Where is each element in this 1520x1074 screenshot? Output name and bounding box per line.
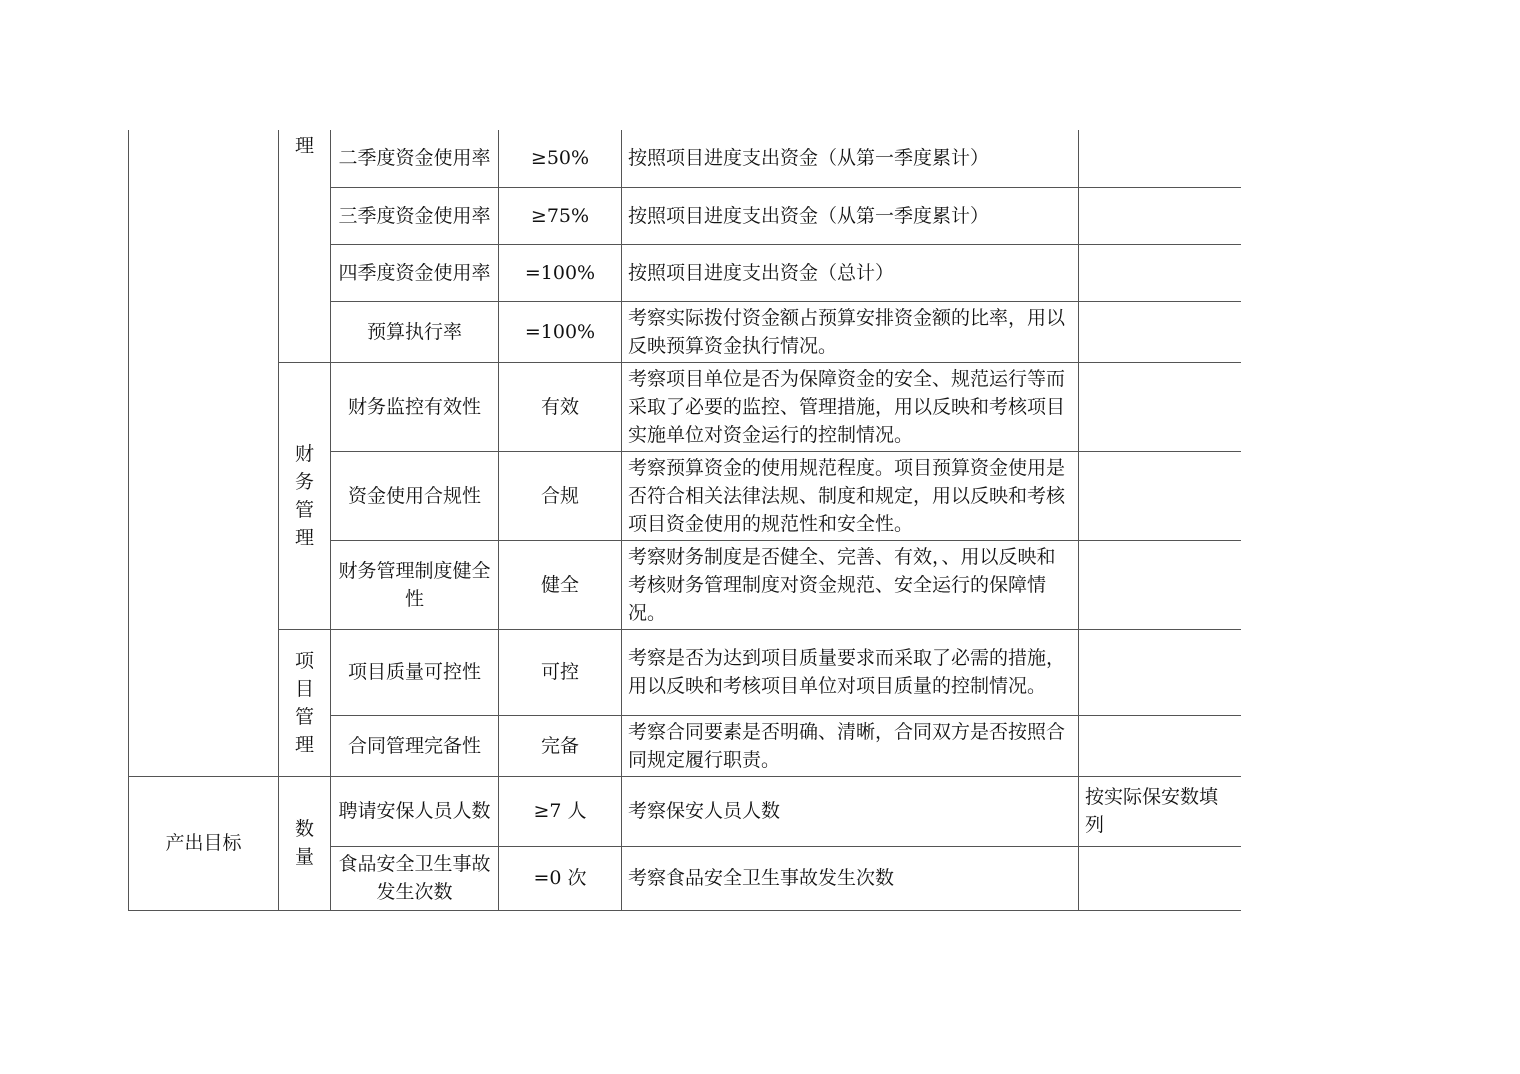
performance-indicator-table bbox=[128, 130, 1241, 911]
indicator-cell: 资金使用合规性 bbox=[331, 451, 499, 540]
indicator-cell: 聘请安保人员人数 bbox=[331, 776, 499, 846]
indicator-cell: 食品安全卫生事故发生次数 bbox=[331, 846, 499, 910]
note-cell bbox=[1079, 846, 1241, 910]
description-cell: 考察项目单位是否为保障资金的安全、规范运行等而采取了必要的监控、管理措施，用以反映和考核项目实施单位对资金运行的控制情况。 bbox=[622, 362, 1079, 451]
note-cell bbox=[1079, 451, 1241, 540]
target-value-cell: 合规 bbox=[499, 451, 622, 540]
description-cell: 考察实际拨付资金额占预算安排资金额的比率，用以反映预算资金执行情况。 bbox=[622, 301, 1079, 362]
indicator-cell: 合同管理完备性 bbox=[331, 715, 499, 776]
description-cell: 按照项目进度支出资金（从第一季度累计） bbox=[622, 187, 1079, 244]
table-row bbox=[129, 776, 1241, 846]
note-cell bbox=[1079, 362, 1241, 451]
description-cell: 考察合同要素是否明确、清晰，合同双方是否按照合同规定履行职责。 bbox=[622, 715, 1079, 776]
goal-cell-output: 产出目标 bbox=[129, 776, 279, 910]
note-cell bbox=[1079, 715, 1241, 776]
note-cell bbox=[1079, 540, 1241, 629]
table-row bbox=[129, 362, 1241, 451]
note-cell bbox=[1079, 130, 1241, 187]
indicator-cell: 财务管理制度健全性 bbox=[331, 540, 499, 629]
goal-cell-continued bbox=[129, 130, 279, 776]
description-cell: 考察保安人员人数 bbox=[622, 776, 1079, 846]
target-value-cell: =0 次 bbox=[499, 846, 622, 910]
target-value-cell: 完备 bbox=[499, 715, 622, 776]
indicator-cell: 四季度资金使用率 bbox=[331, 244, 499, 301]
indicator-cell: 预算执行率 bbox=[331, 301, 499, 362]
indicator-cell: 项目质量可控性 bbox=[331, 629, 499, 715]
table-row bbox=[129, 629, 1241, 715]
description-cell: 按照项目进度支出资金（从第一季度累计） bbox=[622, 130, 1079, 187]
description-cell: 考察是否为达到项目质量要求而采取了必需的措施，用以反映和考核项目单位对项目质量的控制情况。 bbox=[622, 629, 1079, 715]
target-value-cell: =100% bbox=[499, 244, 622, 301]
indicator-cell: 三季度资金使用率 bbox=[331, 187, 499, 244]
description-cell: 按照项目进度支出资金（总计） bbox=[622, 244, 1079, 301]
description-cell: 考察财务制度是否健全、完善、有效，、用以反映和考核财务管理制度对资金规范、安全运行的保障情况。 bbox=[622, 540, 1079, 629]
note-cell bbox=[1079, 187, 1241, 244]
note-cell bbox=[1079, 629, 1241, 715]
note-cell bbox=[1079, 301, 1241, 362]
indicator-cell: 二季度资金使用率 bbox=[331, 130, 499, 187]
target-value-cell: 健全 bbox=[499, 540, 622, 629]
level1-cell-quantity: 数量 bbox=[279, 776, 331, 910]
description-cell: 考察食品安全卫生事故发生次数 bbox=[622, 846, 1079, 910]
target-value-cell: 可控 bbox=[499, 629, 622, 715]
note-cell bbox=[1079, 244, 1241, 301]
target-value-cell: ≥75% bbox=[499, 187, 622, 244]
target-value-cell: 有效 bbox=[499, 362, 622, 451]
description-cell: 考察预算资金的使用规范程度。项目预算资金使用是否符合相关法律法规、制度和规定，用以反映和考核项目资金使用的规范性和安全性。 bbox=[622, 451, 1079, 540]
indicator-cell: 财务监控有效性 bbox=[331, 362, 499, 451]
target-value-cell: ≥50% bbox=[499, 130, 622, 187]
target-value-cell: =100% bbox=[499, 301, 622, 362]
level1-cell-project: 项目管理 bbox=[279, 629, 331, 776]
note-cell: 按实际保安数填列 bbox=[1079, 776, 1241, 846]
level1-cell-finance: 财务管理 bbox=[279, 362, 331, 629]
level1-cell-continued: 理 bbox=[279, 130, 331, 362]
target-value-cell: ≥7 人 bbox=[499, 776, 622, 846]
table-row bbox=[129, 130, 1241, 187]
